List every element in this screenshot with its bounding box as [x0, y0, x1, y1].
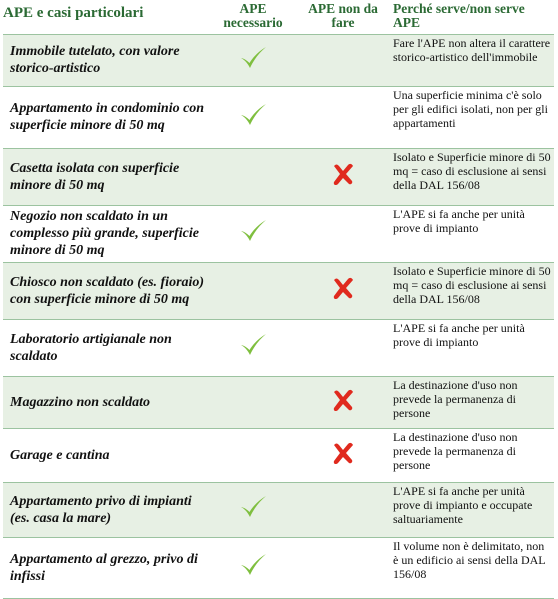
not-needed-cell	[298, 376, 388, 428]
ape-cases-table	[3, 0, 554, 599]
necessary-cell	[208, 537, 298, 598]
necessary-cell	[208, 428, 298, 482]
case-label: Garage e cantina	[3, 428, 208, 482]
check-icon	[238, 494, 268, 520]
necessary-cell	[208, 205, 298, 262]
reason-text: La destinazione d'uso non prevede la permanenza di persone	[388, 376, 554, 428]
header-necessary: APE necessario	[208, 0, 298, 34]
check-icon	[238, 45, 268, 71]
not-needed-cell	[298, 262, 388, 319]
necessary-cell	[208, 262, 298, 319]
not-needed-cell	[298, 428, 388, 482]
case-label: Chiosco non scaldato (es. fioraio) con superficie minore di 50 mq	[3, 262, 208, 319]
table-row	[3, 205, 554, 262]
check-icon	[238, 332, 268, 358]
check-icon	[238, 102, 268, 128]
case-label: Immobile tutelato, con valore storico-artistico	[3, 34, 208, 86]
case-label: Negozio non scaldato in un complesso più grande, superficie minore di 50 mq	[3, 205, 208, 262]
reason-text: Isolato e Superficie minore di 50 mq = caso di esclusione ai sensi della DAL 156/08	[388, 148, 554, 205]
case-label: Laboratorio artigianale non scaldato	[3, 319, 208, 376]
not-needed-cell	[298, 34, 388, 86]
not-needed-cell	[298, 86, 388, 148]
reason-text: La destinazione d'uso non prevede la permanenza di persone	[388, 428, 554, 482]
reason-text: L'APE si fa anche per unità prove di impianto	[388, 205, 554, 262]
table-row	[3, 376, 554, 428]
reason-text: Il volume non è delimitato, non è un edificio ai sensi della DAL 156/08	[388, 537, 554, 598]
cross-icon	[330, 275, 356, 301]
table-row	[3, 428, 554, 482]
check-icon	[238, 552, 268, 578]
not-needed-cell	[298, 205, 388, 262]
reason-text: Una superficie minima c'è solo per gli edifici isolati, non per gli appartamenti	[388, 86, 554, 148]
necessary-cell	[208, 34, 298, 86]
not-needed-cell	[298, 482, 388, 537]
table-row	[3, 262, 554, 319]
cross-icon	[330, 387, 356, 413]
table-row	[3, 482, 554, 537]
cross-icon	[330, 440, 356, 466]
reason-text: L'APE si fa anche per unità prove di impianto	[388, 319, 554, 376]
not-needed-cell	[298, 537, 388, 598]
case-label: Magazzino non scaldato	[3, 376, 208, 428]
header-why: Perché serve/non serve APE	[388, 0, 554, 34]
not-needed-cell	[298, 319, 388, 376]
case-label: Appartamento privo di impianti (es. casa la mare)	[3, 482, 208, 537]
necessary-cell	[208, 319, 298, 376]
not-needed-cell	[298, 148, 388, 205]
case-label: Appartamento al grezzo, privo di infissi	[3, 537, 208, 598]
table-row	[3, 34, 554, 86]
reason-text: L'APE si fa anche per unità prove di impianto e occupate saltuariamente	[388, 482, 554, 537]
necessary-cell	[208, 482, 298, 537]
table-row	[3, 537, 554, 598]
necessary-cell	[208, 148, 298, 205]
necessary-cell	[208, 376, 298, 428]
reason-text: Fare l'APE non altera il carattere storico-artistico dell'immobile	[388, 34, 554, 86]
header-cases: APE e casi particolari	[3, 0, 208, 34]
check-icon	[238, 218, 268, 244]
case-label: Casetta isolata con superficie minore di 50 mq	[3, 148, 208, 205]
cross-icon	[330, 161, 356, 187]
header-not-needed: APE non da fare	[298, 0, 388, 34]
table-row	[3, 319, 554, 376]
table-row	[3, 86, 554, 148]
table-row	[3, 148, 554, 205]
reason-text: Isolato e Superficie minore di 50 mq = caso di esclusione ai sensi della DAL 156/08	[388, 262, 554, 319]
case-label: Appartamento in condominio con superficie minore di 50 mq	[3, 86, 208, 148]
necessary-cell	[208, 86, 298, 148]
table-header-row	[3, 0, 554, 34]
